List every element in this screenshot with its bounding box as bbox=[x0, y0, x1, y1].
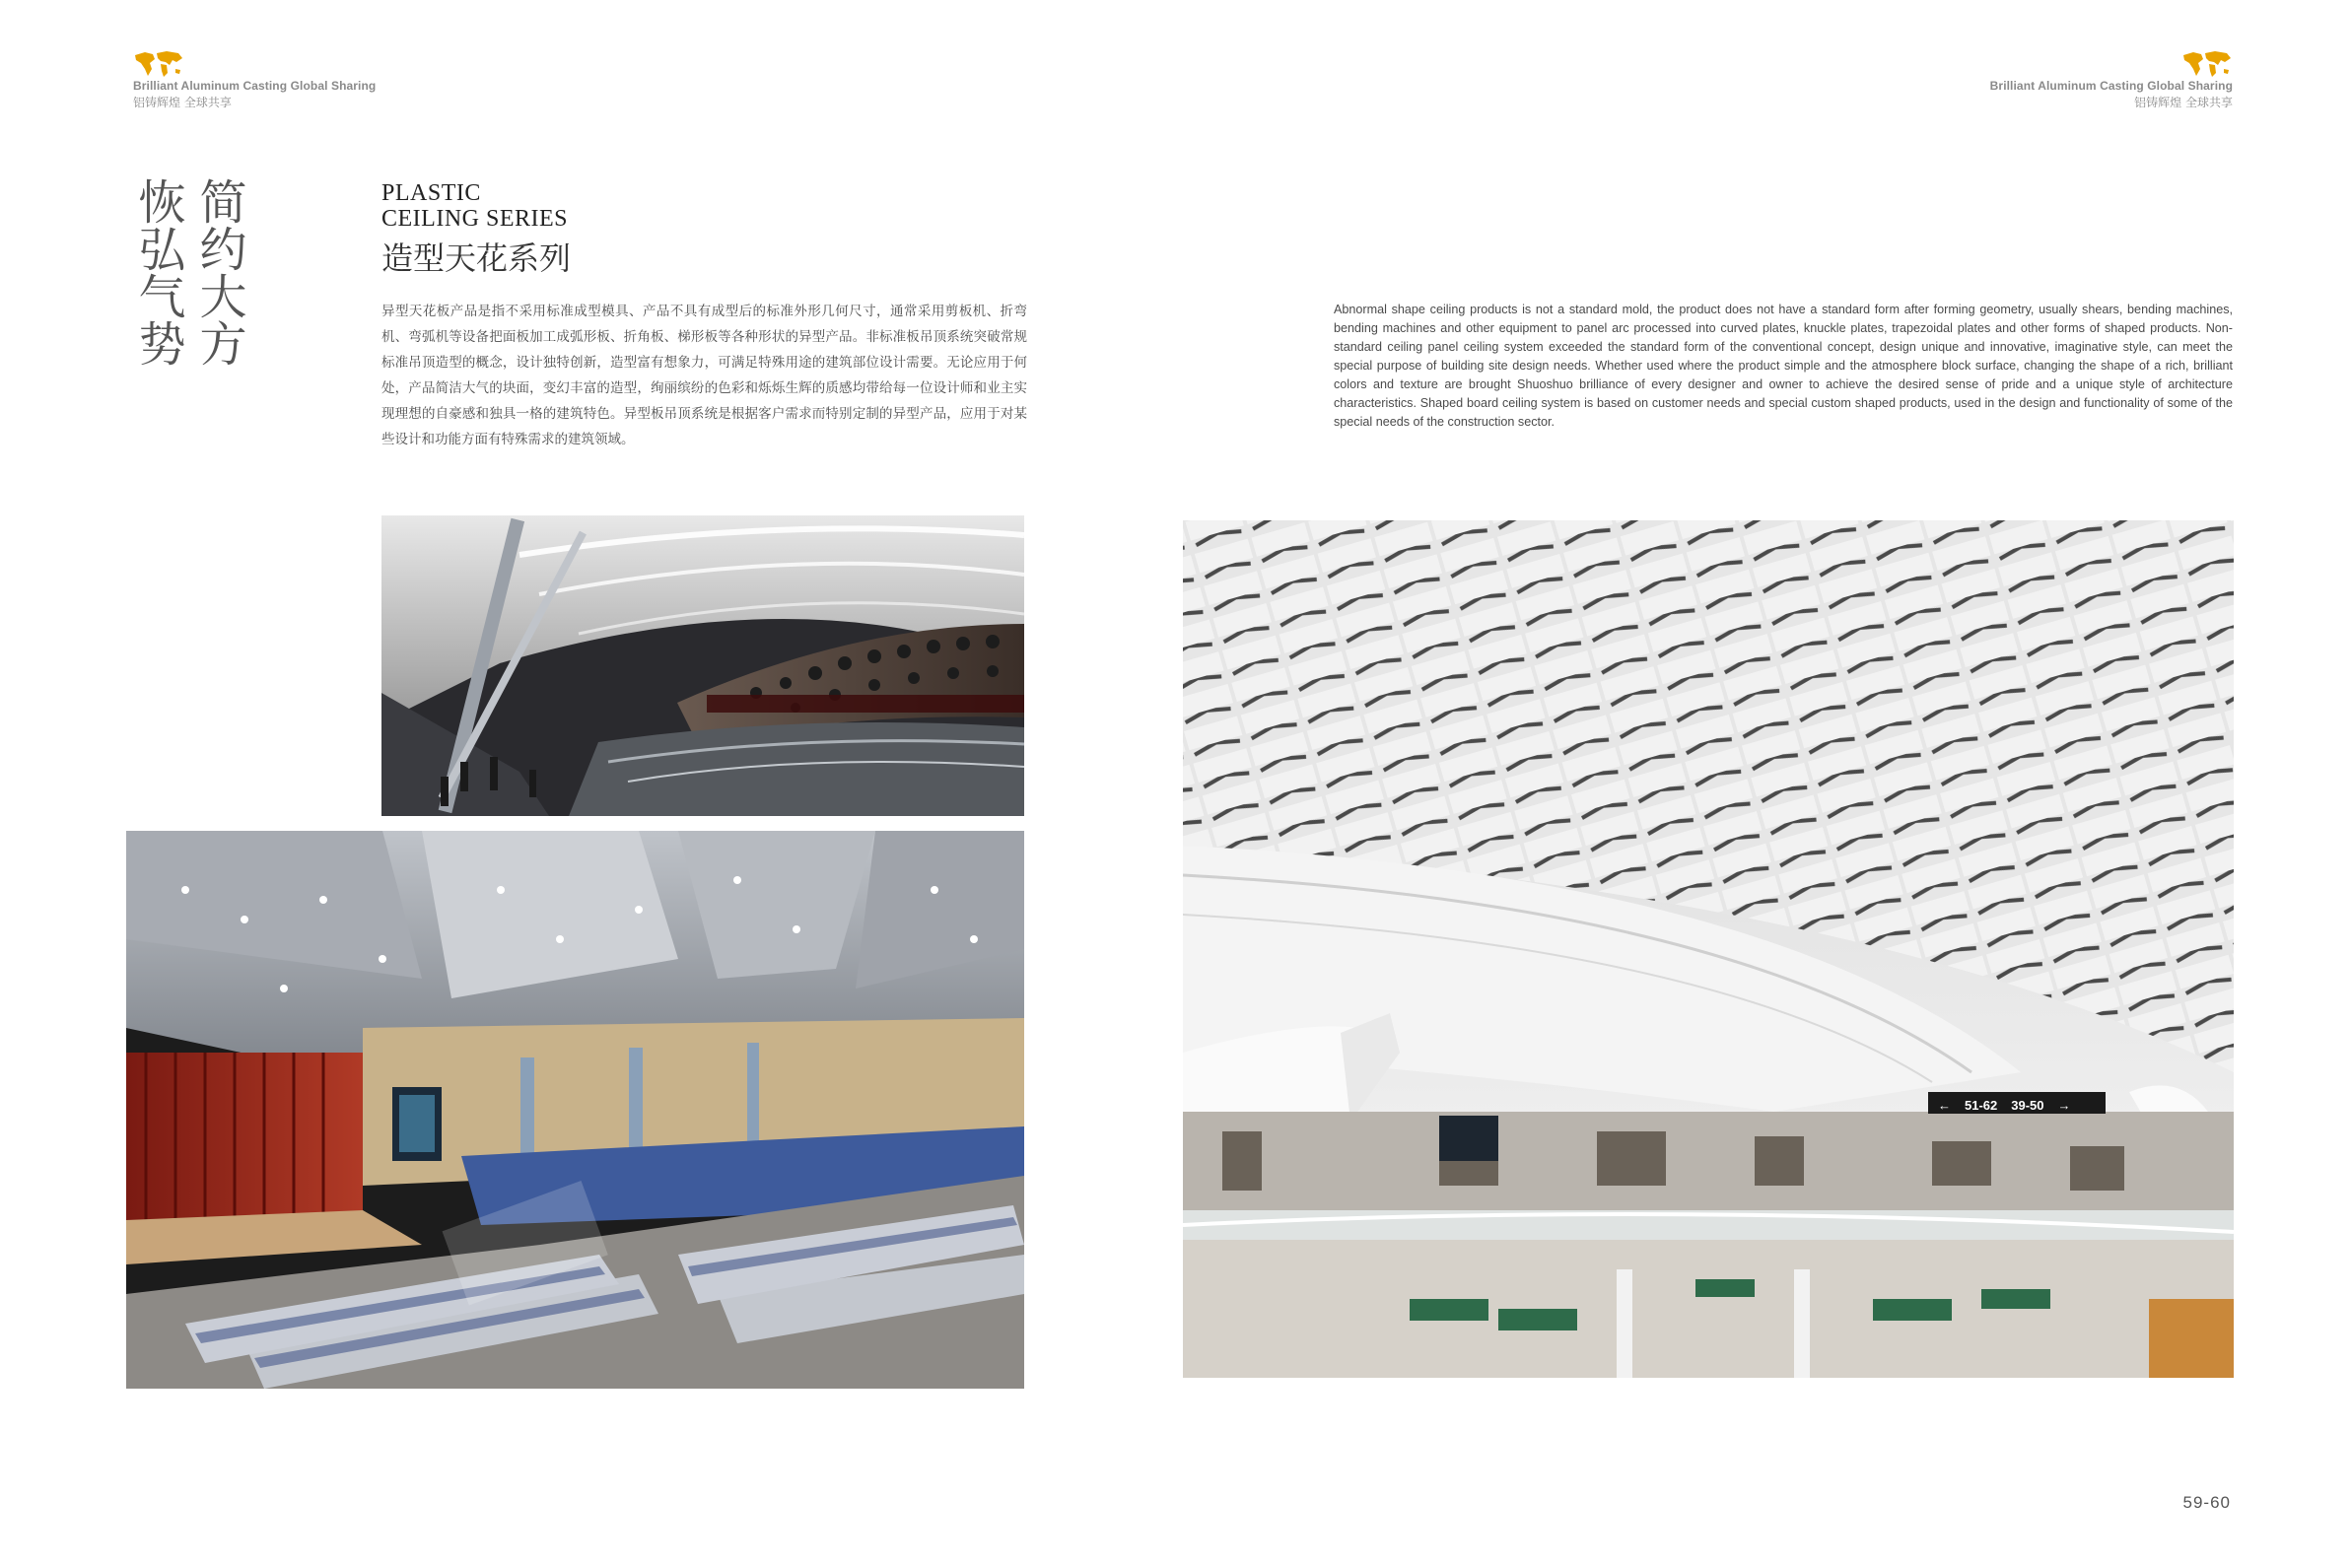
page-number: 59-60 bbox=[2182, 1493, 2231, 1512]
slogan-column-2: 恢弘气势 bbox=[130, 177, 185, 367]
title-en-line2: CEILING SERIES bbox=[381, 206, 568, 232]
arrow-right-icon: → bbox=[2057, 1097, 2071, 1113]
right-header-brand bbox=[1990, 49, 2233, 110]
terminal-sign bbox=[1938, 1096, 2071, 1114]
sign-left-gates: 51-62 bbox=[1965, 1097, 1998, 1113]
body-text-cn: 异型天花板产品是指不采用标准成型模具、产品不具有成型后的标准外形几何尺寸，通常采用剪板机、折弯机、弯弧机等设备把面板加工成弧形板、折角板、梯形板等各种形状的异型产品。非标准板吊顶系统突破常规标准吊顶造型的概念，设计独特创新，造型富有想象力，可满足特殊用途的建筑部位设计需要。无论应用于何处，产品简洁大气的块面，变幻丰富的造型，绚丽缤纷的色彩和烁烁生辉的质感均带给每一位设计师和业主实现理想的自豪感和独具一格的建筑特色。异型板吊顶系统是根据客户需求而特别定制的异型产品，应用于对某些设计和功能方面有特殊需求的建筑领域。 bbox=[381, 304, 1027, 447]
auditorium-photo bbox=[126, 831, 1024, 1389]
section-title bbox=[381, 180, 571, 279]
brand-name-en: Brilliant Aluminum Casting Global Sharing bbox=[1989, 79, 2233, 93]
body-text-en: Abnormal shape ceiling products is not a standard mold, the product does not have a standard form after forming geometry, usually shears, bending machines, bending machines and other equipment to panel arc processed into curved plates, knuckle plates, trapezoidal plates and other forms of shaped products. Non-standard ceiling panel ceiling system exceeded the standard form of the conventional concept, design unique and innovative, imaginative style, can meet the special purpose of building site design needs. Whether used where the product simple and the atmosphere block surface, changing the shape of a rich, brilliant colors and texture are brought Shuoshuo brilliance of every designer and owner to achieve the desired sense of pride and a unique style of architecture characteristics. Shaped board ceiling system is based on customer needs and special custom shaped products, used in the design and functionality of some of the special needs of the construction sector. bbox=[1334, 303, 2233, 429]
atrium-photo bbox=[381, 515, 1024, 816]
slogan-column-1: 简约大方 bbox=[191, 177, 246, 367]
vertical-slogan bbox=[130, 177, 246, 367]
title-en-line1: PLASTIC bbox=[381, 180, 481, 206]
sign-right-gates: 39-50 bbox=[2011, 1097, 2044, 1113]
world-map-icon bbox=[2181, 49, 2233, 79]
brand-name-cn: 铝铸辉煌 全球共享 bbox=[133, 96, 232, 109]
world-map-icon bbox=[133, 49, 184, 79]
left-header-brand bbox=[133, 49, 376, 110]
title-cn: 造型天花系列 bbox=[381, 239, 572, 277]
brand-name-cn: 铝铸辉煌 全球共享 bbox=[2134, 96, 2233, 109]
terminal-photo bbox=[1183, 520, 2234, 1378]
brand-name-en: Brilliant Aluminum Casting Global Sharing bbox=[133, 79, 377, 93]
arrow-left-icon: ← bbox=[1938, 1097, 1951, 1113]
